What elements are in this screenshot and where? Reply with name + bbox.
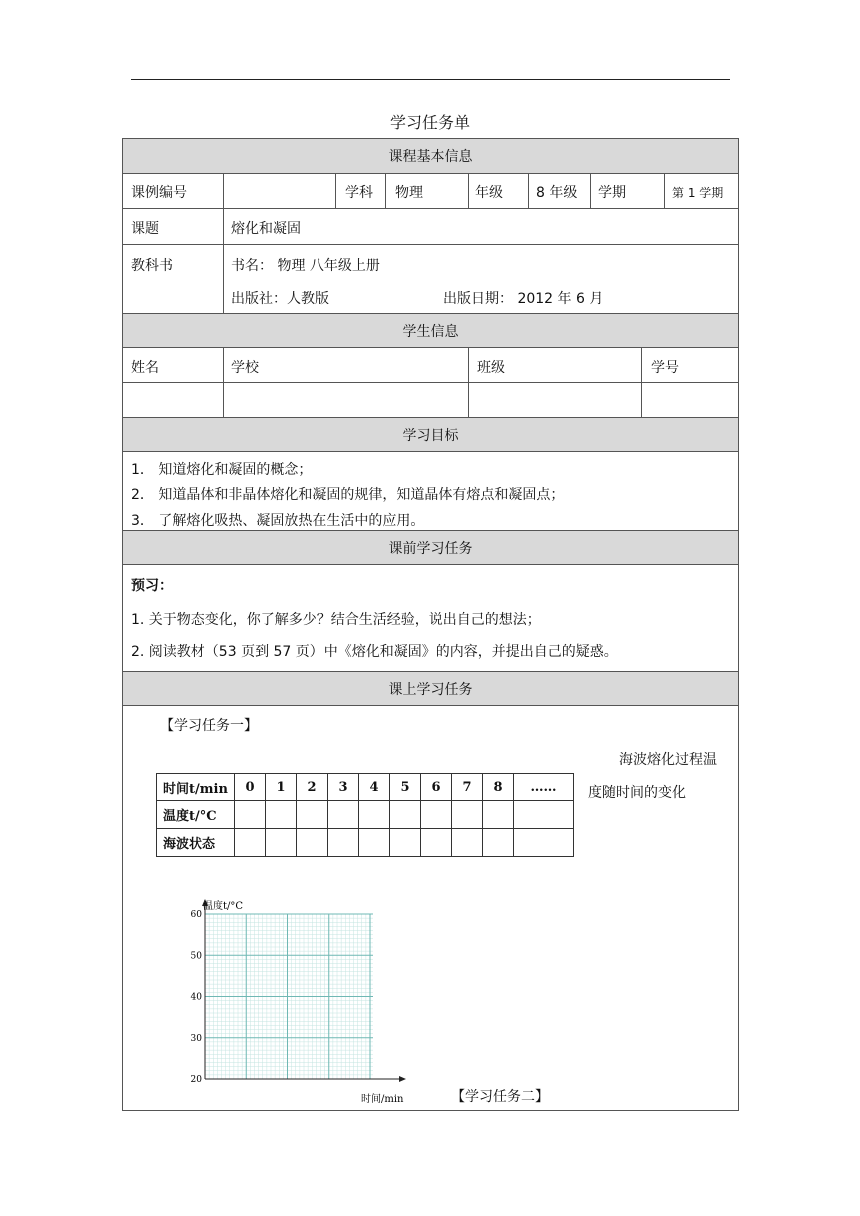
textbook-label: 教科书	[131, 258, 173, 274]
subject-value: 物理	[395, 185, 423, 201]
side-note-line1: 海波熔化过程温	[619, 752, 717, 768]
preview-item: 2. 阅读教材（53 页到 57 页）中《熔化和凝固》的内容，并提出自己的疑惑。	[131, 644, 618, 660]
table-cell	[235, 829, 266, 857]
chart-y-ticks	[191, 910, 203, 1085]
table-cell	[514, 801, 574, 829]
header-rule	[131, 79, 730, 80]
publisher: 出版社：人教版	[231, 291, 329, 307]
term-value: 第 1 学期	[672, 186, 724, 200]
y-tick-label: 30	[190, 1033, 202, 1044]
task-one-label: 【学习任务一】	[160, 718, 258, 734]
divider	[528, 174, 529, 208]
y-tick-label: 20	[190, 1075, 202, 1085]
grade-value: 8 年级	[536, 185, 578, 201]
table-header-cell: 1	[266, 774, 297, 801]
y-tick-label: 60	[190, 910, 202, 920]
school-label: 学校	[231, 360, 259, 376]
document-title: 学习任务单	[389, 113, 470, 132]
term-label: 学期	[598, 185, 626, 201]
divider	[223, 174, 224, 208]
table-cell	[297, 829, 328, 857]
table-frame	[123, 139, 738, 1110]
divider	[590, 174, 591, 208]
table-row	[157, 774, 574, 801]
table-header-cell: 7	[452, 774, 483, 801]
table-cell	[359, 801, 390, 829]
table-header-cell: 6	[421, 774, 452, 801]
table-cell	[266, 829, 297, 857]
x-axis-arrow-icon	[399, 1076, 406, 1082]
table-row	[157, 829, 574, 857]
table-cell	[266, 801, 297, 829]
divider	[385, 174, 386, 208]
table-cell	[390, 829, 421, 857]
table-cell	[483, 801, 514, 829]
divider	[664, 174, 665, 208]
chart-x-axis-label: 时间/min	[361, 1094, 404, 1105]
y-tick-label: 40	[190, 992, 202, 1003]
table-cell	[452, 829, 483, 857]
publication-date: 出版日期： 2012 年 6 月	[443, 291, 604, 307]
table-cell	[390, 801, 421, 829]
preview-item: 1. 关于物态变化，你了解多少？结合生活经验，说出自己的想法；	[131, 612, 541, 628]
divider	[335, 174, 336, 208]
table-cell	[514, 829, 574, 857]
class-label: 班级	[477, 360, 505, 376]
observation-table	[156, 773, 574, 857]
y-tick-label: 50	[190, 951, 202, 962]
section-pre-class-task: 课前学习任务	[123, 531, 738, 565]
table-cell	[328, 801, 359, 829]
task-sheet-table	[122, 138, 739, 1111]
table-header-cell: 5	[390, 774, 421, 801]
topic-value: 熔化和凝固	[231, 221, 301, 237]
section-student-info: 学生信息	[123, 314, 738, 348]
table-cell	[452, 801, 483, 829]
section-learning-goals: 学习目标	[123, 418, 738, 452]
table-cell	[483, 829, 514, 857]
section-in-class-task: 课上学习任务	[123, 672, 738, 706]
table-header-cell: 3	[328, 774, 359, 801]
divider	[123, 244, 738, 245]
section-basic-info: 课程基本信息	[123, 139, 738, 174]
table-header-cell: 时间t/min	[157, 774, 235, 801]
task-two-label: 【学习任务二】	[451, 1089, 549, 1105]
chart-y-axis-label: 温度t/°C	[203, 901, 244, 912]
goal-item: 1． 知道熔化和凝固的概念；	[131, 462, 313, 478]
table-cell	[421, 829, 452, 857]
name-label: 姓名	[131, 360, 159, 376]
divider	[223, 208, 224, 313]
side-note-line2: 度随时间的变化	[588, 785, 686, 801]
table-header-cell: 8	[483, 774, 514, 801]
preview-heading: 预习：	[131, 578, 173, 594]
table-header-cell: 0	[235, 774, 266, 801]
table-cell	[235, 801, 266, 829]
case-no-label: 课例编号	[131, 185, 187, 201]
grade-label: 年级	[475, 185, 503, 201]
table-header-cell: 4	[359, 774, 390, 801]
book-name: 书名： 物理 八年级上册	[231, 258, 380, 274]
table-cell	[328, 829, 359, 857]
goal-item: 2． 知道晶体和非晶体熔化和凝固的规律，知道晶体有熔点和凝固点；	[131, 487, 565, 503]
divider	[468, 174, 469, 208]
divider	[123, 208, 738, 209]
topic-label: 课题	[131, 221, 159, 237]
table-row-label: 海波状态	[157, 829, 235, 857]
table-cell	[297, 801, 328, 829]
subject-label: 学科	[345, 185, 373, 201]
goal-item: 3． 了解熔化吸热、凝固放热在生活中的应用。	[131, 513, 425, 529]
divider	[123, 382, 738, 383]
temperature-time-chart	[175, 887, 415, 1107]
student-id-label: 学号	[651, 360, 679, 376]
table-row-label: 温度t/°C	[157, 801, 235, 829]
table-header-cell: 2	[297, 774, 328, 801]
table-cell	[421, 801, 452, 829]
table-row	[157, 801, 574, 829]
table-header-cell: ……	[514, 774, 574, 801]
table-cell	[359, 829, 390, 857]
